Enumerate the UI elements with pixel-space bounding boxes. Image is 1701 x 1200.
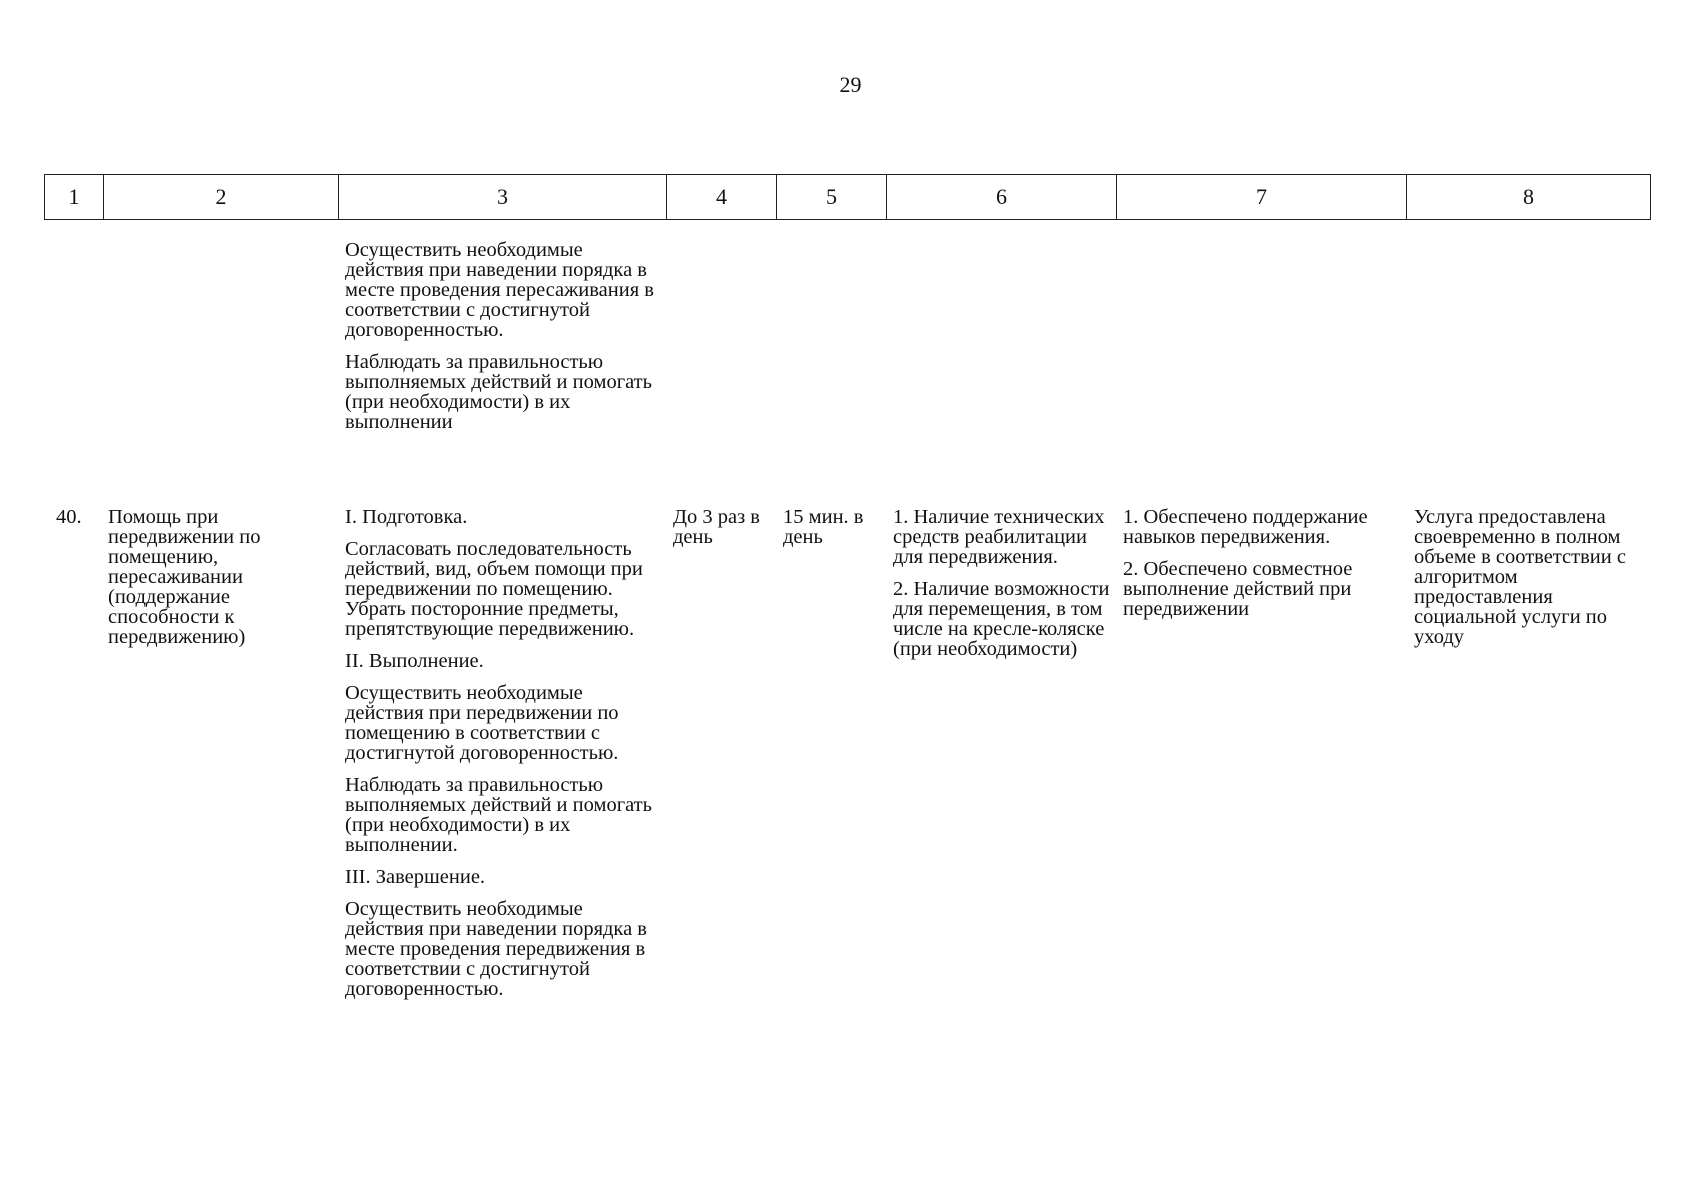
procedure-step-heading: III. Завершение. — [345, 866, 486, 888]
procedure-paragraph: Осуществить необходимые действия при передвижении по помещению в соответствии с достигнутой договоренностью. — [345, 682, 619, 764]
header-col-1: 1 — [45, 175, 104, 220]
continuation-col3 — [345, 240, 665, 432]
procedure-step-heading: II. Выполнение. — [345, 650, 484, 672]
procedure-paragraph: Осуществить необходимые действия при наведении порядка в месте проведения передвижения в соответствии с достигнутой договоренностью. — [345, 898, 647, 1000]
header-col-6: 6 — [887, 175, 1117, 220]
header-col-4: 4 — [667, 175, 777, 220]
condition-item: 1. Наличие технических средств реабилитации для передвижения. — [893, 506, 1105, 568]
row40-results — [1123, 507, 1409, 619]
row40-conditions — [893, 507, 1119, 659]
continuation-paragraph: Осуществить необходимые действия при наведении порядка в месте проведения пересаживания в соответствии с достигнутой договоренностью. — [345, 239, 654, 341]
row40-frequency: До 3 раз в день — [673, 506, 760, 548]
continuation-paragraph: Наблюдать за правильностью выполняемых действий и помогать (при необходимости) в их выполнении — [345, 351, 652, 433]
column-number-header — [44, 174, 1651, 220]
header-col-8: 8 — [1407, 175, 1651, 220]
result-item: 2. Обеспечено совместное выполнение действий при передвижении — [1123, 558, 1353, 620]
procedure-step-heading: I. Подготовка. — [345, 506, 468, 528]
row40-procedure — [345, 507, 665, 999]
procedure-paragraph: Наблюдать за правильностью выполняемых действий и помогать (при необходимости) в их выполнении. — [345, 774, 652, 856]
row40-duration: 15 мин. в день — [783, 506, 864, 548]
page-number: 29 — [839, 72, 862, 97]
procedure-paragraph: Согласовать последовательность действий, вид, объем помощи при передвижении по помещению. Убрать посторонние предметы, препятствующие передвижению. — [345, 538, 643, 640]
header-col-5: 5 — [777, 175, 887, 220]
row40-quality-assessment: Услуга предоставлена своевременно в полном объеме в соответствии с алгоритмом предоставления социальной услуги по уходу — [1414, 506, 1626, 648]
result-item: 1. Обеспечено поддержание навыков передвижения. — [1123, 506, 1368, 548]
header-col-7: 7 — [1117, 175, 1407, 220]
header-col-3: 3 — [339, 175, 667, 220]
row40-service-name: Помощь при передвижении по помещению, пересаживании (поддержание способности к передвижению) — [108, 506, 261, 648]
condition-item: 2. Наличие возможности для перемещения, в том числе на кресле-коляске (при необходимости) — [893, 578, 1110, 660]
header-col-2: 2 — [104, 175, 339, 220]
row40-number: 40. — [56, 506, 82, 528]
